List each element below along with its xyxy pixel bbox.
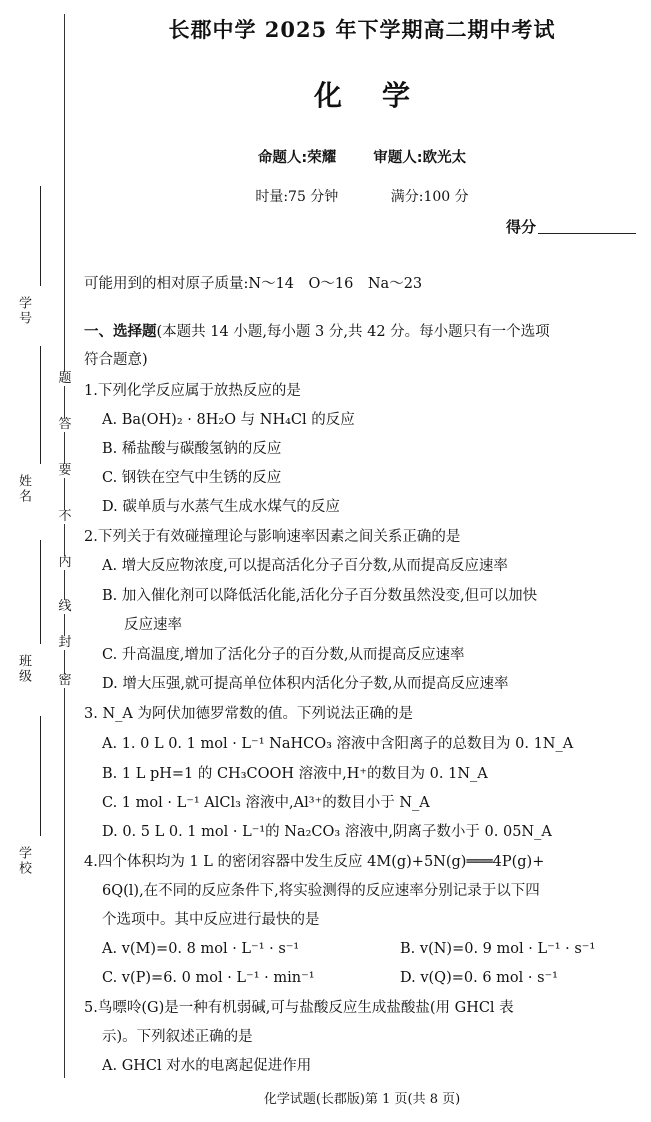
- option-c: C. v(P)=6. 0 mol · L⁻¹ · min⁻¹: [102, 970, 315, 986]
- option-b: B. 加入催化剂可以降低活化能,活化分子百分数虽然没变,但可以加快: [102, 588, 538, 604]
- option-d: D. 碳单质与水蒸气生成水煤气的反应: [102, 499, 340, 515]
- seal-char: 内: [58, 555, 72, 570]
- section-title: 一、选择题: [84, 323, 157, 340]
- option-d: D. 增大压强,就可提高单位体积内活化分子数,从而提高反应速率: [102, 676, 509, 692]
- section-heading: [84, 322, 550, 342]
- seal-char: 答: [58, 417, 72, 432]
- exam-page: [84, 0, 640, 1122]
- option-b: B. v(N)=0. 9 mol · L⁻¹ · s⁻¹: [400, 941, 596, 957]
- option-c: C. 钢铁在空气中生锈的反应: [102, 470, 282, 486]
- option-a: A. 1. 0 L 0. 1 mol · L⁻¹ NaHCO₃ 溶液中含阳离子的总数目为 0. 1N_A: [102, 736, 574, 752]
- seal-line: [64, 14, 65, 1078]
- atomic-masses: 可能用到的相对原子质量:N～14 O～16 Na～23: [84, 276, 423, 292]
- option-c: C. 1 mol · L⁻¹ AlCl₃ 溶液中,Al³⁺的数目小于 N_A: [102, 795, 430, 811]
- field-label-student-id: 学号: [16, 296, 31, 326]
- question-stem: 3. N_A 为阿伏加德罗常数的值。下列说法正确的是: [84, 706, 413, 722]
- author-label: 命题人:荣耀: [257, 150, 337, 166]
- seal-char: 不: [58, 509, 72, 524]
- question-stem: 5.鸟嘌呤(G)是一种有机弱碱,可与盐酸反应生成盐酸盐(用 GHCl 表: [84, 1000, 514, 1016]
- exam-title: 长郡中学 2025 年下学期高二期中考试: [168, 17, 556, 42]
- score-label: 得分: [505, 218, 536, 236]
- section-desc-cont: 符合题意): [84, 352, 148, 368]
- full-score-label: 满分:100 分: [390, 189, 469, 205]
- question-stem-cont: 个选项中。其中反应进行最快的是: [102, 912, 320, 928]
- option-a: A. 增大反应物浓度,可以提高活化分子百分数,从而提高反应速率: [102, 558, 508, 574]
- field-line-school[interactable]: [40, 716, 41, 836]
- option-b: B. 1 L pH=1 的 CH₃COOH 溶液中,H⁺的数目为 0. 1N_A: [102, 766, 488, 782]
- seal-char: 密: [58, 673, 72, 688]
- field-label-name: 姓名: [16, 474, 31, 504]
- question-stem-cont: 6Q(l),在不同的反应条件下,将实验测得的反应速率分别记录于以下四: [102, 883, 540, 899]
- option-d: D. v(Q)=0. 6 mol · s⁻¹: [400, 970, 558, 986]
- score-box: [506, 216, 636, 237]
- field-label-class: 班级: [16, 654, 31, 684]
- question-stem: 2.下列关于有效碰撞理论与影响速率因素之间关系正确的是: [84, 529, 461, 545]
- question-stem: 1.下列化学反应属于放热反应的是: [84, 383, 301, 399]
- question-stem: 4.四个体积均为 1 L 的密闭容器中发生反应 4M(g)+5N(g)═══4P(g)+: [84, 854, 545, 870]
- option-b-cont: 反应速率: [124, 617, 182, 633]
- reviewer-label: 审题人:欧光太: [373, 150, 467, 166]
- option-c: C. 升高温度,增加了活化分子的百分数,从而提高反应速率: [102, 647, 465, 663]
- seal-char: 题: [58, 371, 72, 386]
- seal-char: 线: [58, 599, 72, 614]
- page-footer: 化学试题(长郡版)第 1 页(共 8 页): [263, 1092, 461, 1107]
- option-a: A. Ba(OH)₂ · 8H₂O 与 NH₄Cl 的反应: [102, 412, 355, 428]
- seal-char: 要: [58, 463, 72, 478]
- field-line-name[interactable]: [40, 346, 41, 464]
- section-desc: (本题共 14 小题,每小题 3 分,共 42 分。每小题只有一个选项: [156, 324, 550, 340]
- exam-staff: [84, 146, 640, 167]
- field-label-school: 学校: [16, 846, 31, 876]
- subject-title: 化学: [313, 79, 450, 112]
- option-a: A. v(M)=0. 8 mol · L⁻¹ · s⁻¹: [102, 941, 300, 957]
- seal-char: 封: [58, 635, 72, 650]
- question-stem-cont: 示)。下列叙述正确的是: [102, 1029, 253, 1045]
- duration-label: 时量:75 分钟: [255, 189, 339, 205]
- exam-info: [84, 186, 640, 206]
- option-d: D. 0. 5 L 0. 1 mol · L⁻¹的 Na₂CO₃ 溶液中,阴离子数小于 0. 05N_A: [102, 824, 552, 840]
- field-line-student-id[interactable]: [40, 186, 41, 286]
- score-blank[interactable]: [538, 233, 636, 234]
- binding-margin: [0, 0, 74, 1122]
- option-b: B. 稀盐酸与碳酸氢钠的反应: [102, 441, 282, 457]
- field-line-class[interactable]: [40, 540, 41, 644]
- option-a: A. GHCl 对水的电离起促进作用: [102, 1058, 312, 1074]
